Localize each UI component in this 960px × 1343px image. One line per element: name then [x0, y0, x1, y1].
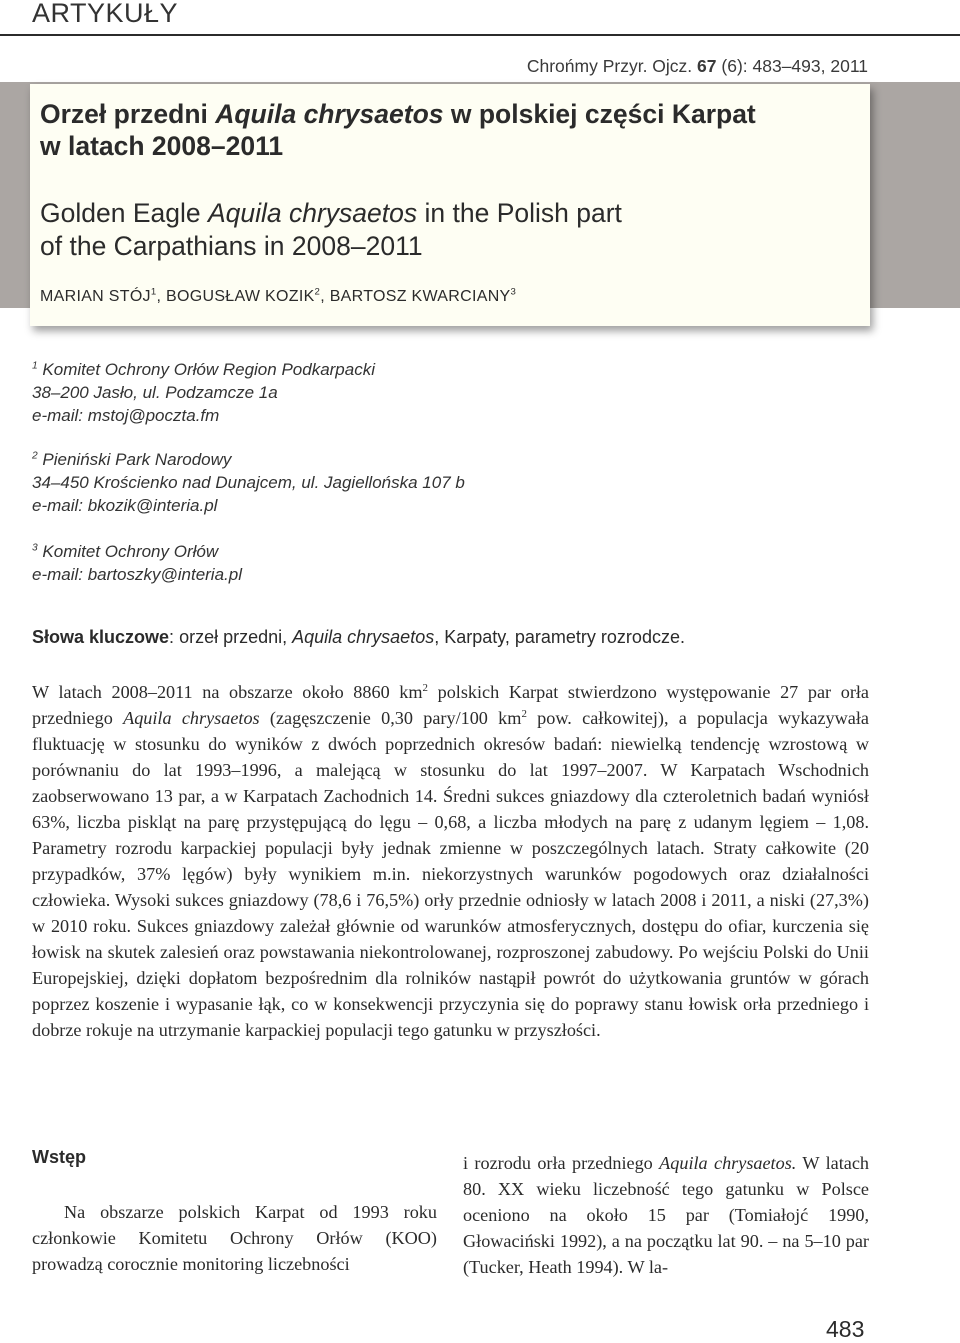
affiliation-line: Komitet Ochrony Orłów — [42, 542, 219, 561]
affiliation-email: e-mail: mstoj@poczta.fm — [32, 406, 220, 425]
abstract-superscript: 2 — [422, 681, 428, 694]
affiliation-1 — [32, 358, 375, 427]
abstract-superscript: 2 — [521, 707, 527, 720]
abstract-text: (zagęszczenie 0,30 pary/100 km — [259, 708, 522, 728]
abstract — [32, 679, 869, 1043]
affiliation-line: Pieniński Park Narodowy — [42, 450, 232, 469]
abstract-text: pow. całkowitej), a populacja wykazywała fluktuację w stosunku do wyników z dwóch poprzednich okresów badań: niewielką tendencję wzrostową w porównaniu do lat 1993–1996, a malejącą w stosunku do lat 1997–2007. W Karpatach Wschodnich zaobserwowano 13 par, a w Karpatach Zachodnich 14. Średni sukces gniazdowy dla czteroletnich badań wyniósł 63%, liczba piskląt na parę przystępującą do lęgu – 0,68, a liczba młodych na parę z udanym lęgiem – 1,08. Parametry rozrodu karpackiej populacji były jednak zmienne w poszczególnych latach. Straty całkowite (20 przypadków, 37% lęgów) były wynikiem m.in. niekorzystnych warunków pogodowych oraz działalności człowieka. Wysoki sukces gniazdowy (78,6 i 76,5%) orły przednie odniosły w latach 2008 i 2011, a niski (27,3%) w 2010 roku. Sukces gniazdowy zależał głównie od warunków atmosferycznych, dostępu do ofiar, kurczenia się łowisk na skutek zalesień oraz powstawania niekontrolowanej, rozproszonej zabudowy. Po wejściu Polski do Unii Europejskiej, dzięki dopłatom bezpośrednim dla rolników nastąpił powrót do użytkowania gruntów w górach poprzez koszenie i wypasanie łąk, co w konsekwencji przyczynia się do poprawy stanu łowisk orła przedniego i dobrze rokuje na utrzymanie karpackiej populacji tego gatunku w przyszłości. — [32, 708, 869, 1040]
keywords-species: Aquila chrysaetos — [292, 627, 435, 647]
page-number: 483 — [826, 1316, 865, 1342]
citation-journal: Chrońmy Przyr. Ojcz. — [526, 56, 693, 76]
intro-column-left: Na obszarze polskich Karpat od 1993 roku członkowie Komitetu Ochrony Orłów (KOO) prowadzą corocznie monitoring liczebności — [32, 1202, 437, 1274]
header-rule — [0, 34, 960, 36]
title-pl-years: w latach 2008–2011 — [40, 131, 284, 161]
affiliation-line: Komitet Ochrony Orłów Region Podkarpacki — [42, 360, 375, 379]
journal-citation — [527, 56, 868, 77]
author: BOGUSŁAW KOZIK — [166, 288, 315, 305]
affiliation-2 — [32, 448, 465, 517]
abstract-text: W latach 2008–2011 na obszarze około 8860 km — [32, 682, 423, 702]
title-pl-text-end: w polskiej części Karpat — [443, 99, 756, 129]
citation-volume: 67 — [697, 56, 717, 76]
keywords-text-end: , Karpaty, parametry rozrodcze. — [434, 627, 685, 647]
keywords — [32, 627, 685, 648]
affiliation-number: 2 — [32, 450, 38, 462]
section-heading-introduction: Wstęp — [32, 1147, 86, 1167]
keywords-text: orzeł przedni, — [179, 627, 293, 647]
citation-pages-year: (6): 483–493, 2011 — [721, 56, 868, 76]
affiliation-number: 3 — [32, 542, 38, 554]
keywords-colon: : — [169, 627, 180, 647]
affiliation-3 — [32, 540, 242, 586]
intro-species: Aquila chrysaetos. — [659, 1153, 797, 1173]
title-en-text-end: in the Polish part — [417, 198, 622, 228]
intro-text: W latach 80. XX wieku liczebność tego gatunku w Polsce oceniono na około 15 par (Tomiałojć 1990, Głowaciński 1992), a na początku lat 90. – na 5–10 par (Tucker, Heath 1994). W la- — [463, 1153, 869, 1277]
keywords-label: Słowa kluczowe — [32, 627, 170, 647]
intro-text: i rozrodu orła przedniego — [463, 1153, 660, 1173]
author-list — [40, 288, 516, 306]
author-affiliation-mark: 2 — [314, 286, 321, 298]
author-separator: , — [320, 288, 330, 305]
author-affiliation-mark: 1 — [150, 286, 157, 298]
title-pl-text: Orzeł przedni — [40, 99, 216, 129]
title-en-species: Aquila chrysaetos — [207, 198, 418, 228]
title-pl-species: Aquila chrysaetos — [215, 99, 444, 129]
affiliation-number: 1 — [32, 360, 38, 372]
title-en-text: Golden Eagle — [40, 198, 208, 228]
title-box — [30, 84, 870, 326]
title-english — [40, 197, 622, 263]
section-label: ARTYKUŁY — [32, 0, 179, 28]
intro-column-right — [463, 1150, 869, 1280]
abstract-text: polskich Karpat stwierdzono występowanie 27 par orła przedniego — [32, 682, 869, 728]
affiliation-line: 34–450 Krościenko nad Dunajcem, ul. Jagiellońska 107 b — [32, 473, 465, 492]
author-affiliation-mark: 3 — [510, 286, 517, 298]
affiliation-email: e-mail: bartoszky@interia.pl — [32, 565, 242, 584]
title-en-years: of the Carpathians in 2008–2011 — [40, 231, 423, 261]
author: BARTOSZ KWARCIANY — [329, 288, 511, 305]
abstract-species: Aquila chrysaetos — [123, 708, 260, 728]
affiliation-line: 38–200 Jasło, ul. Podzamcze 1a — [32, 383, 278, 402]
author-separator: , — [156, 288, 167, 305]
title-polish — [40, 98, 756, 162]
author: MARIAN STÓJ — [40, 288, 151, 305]
affiliation-email: e-mail: bkozik@interia.pl — [32, 496, 218, 515]
